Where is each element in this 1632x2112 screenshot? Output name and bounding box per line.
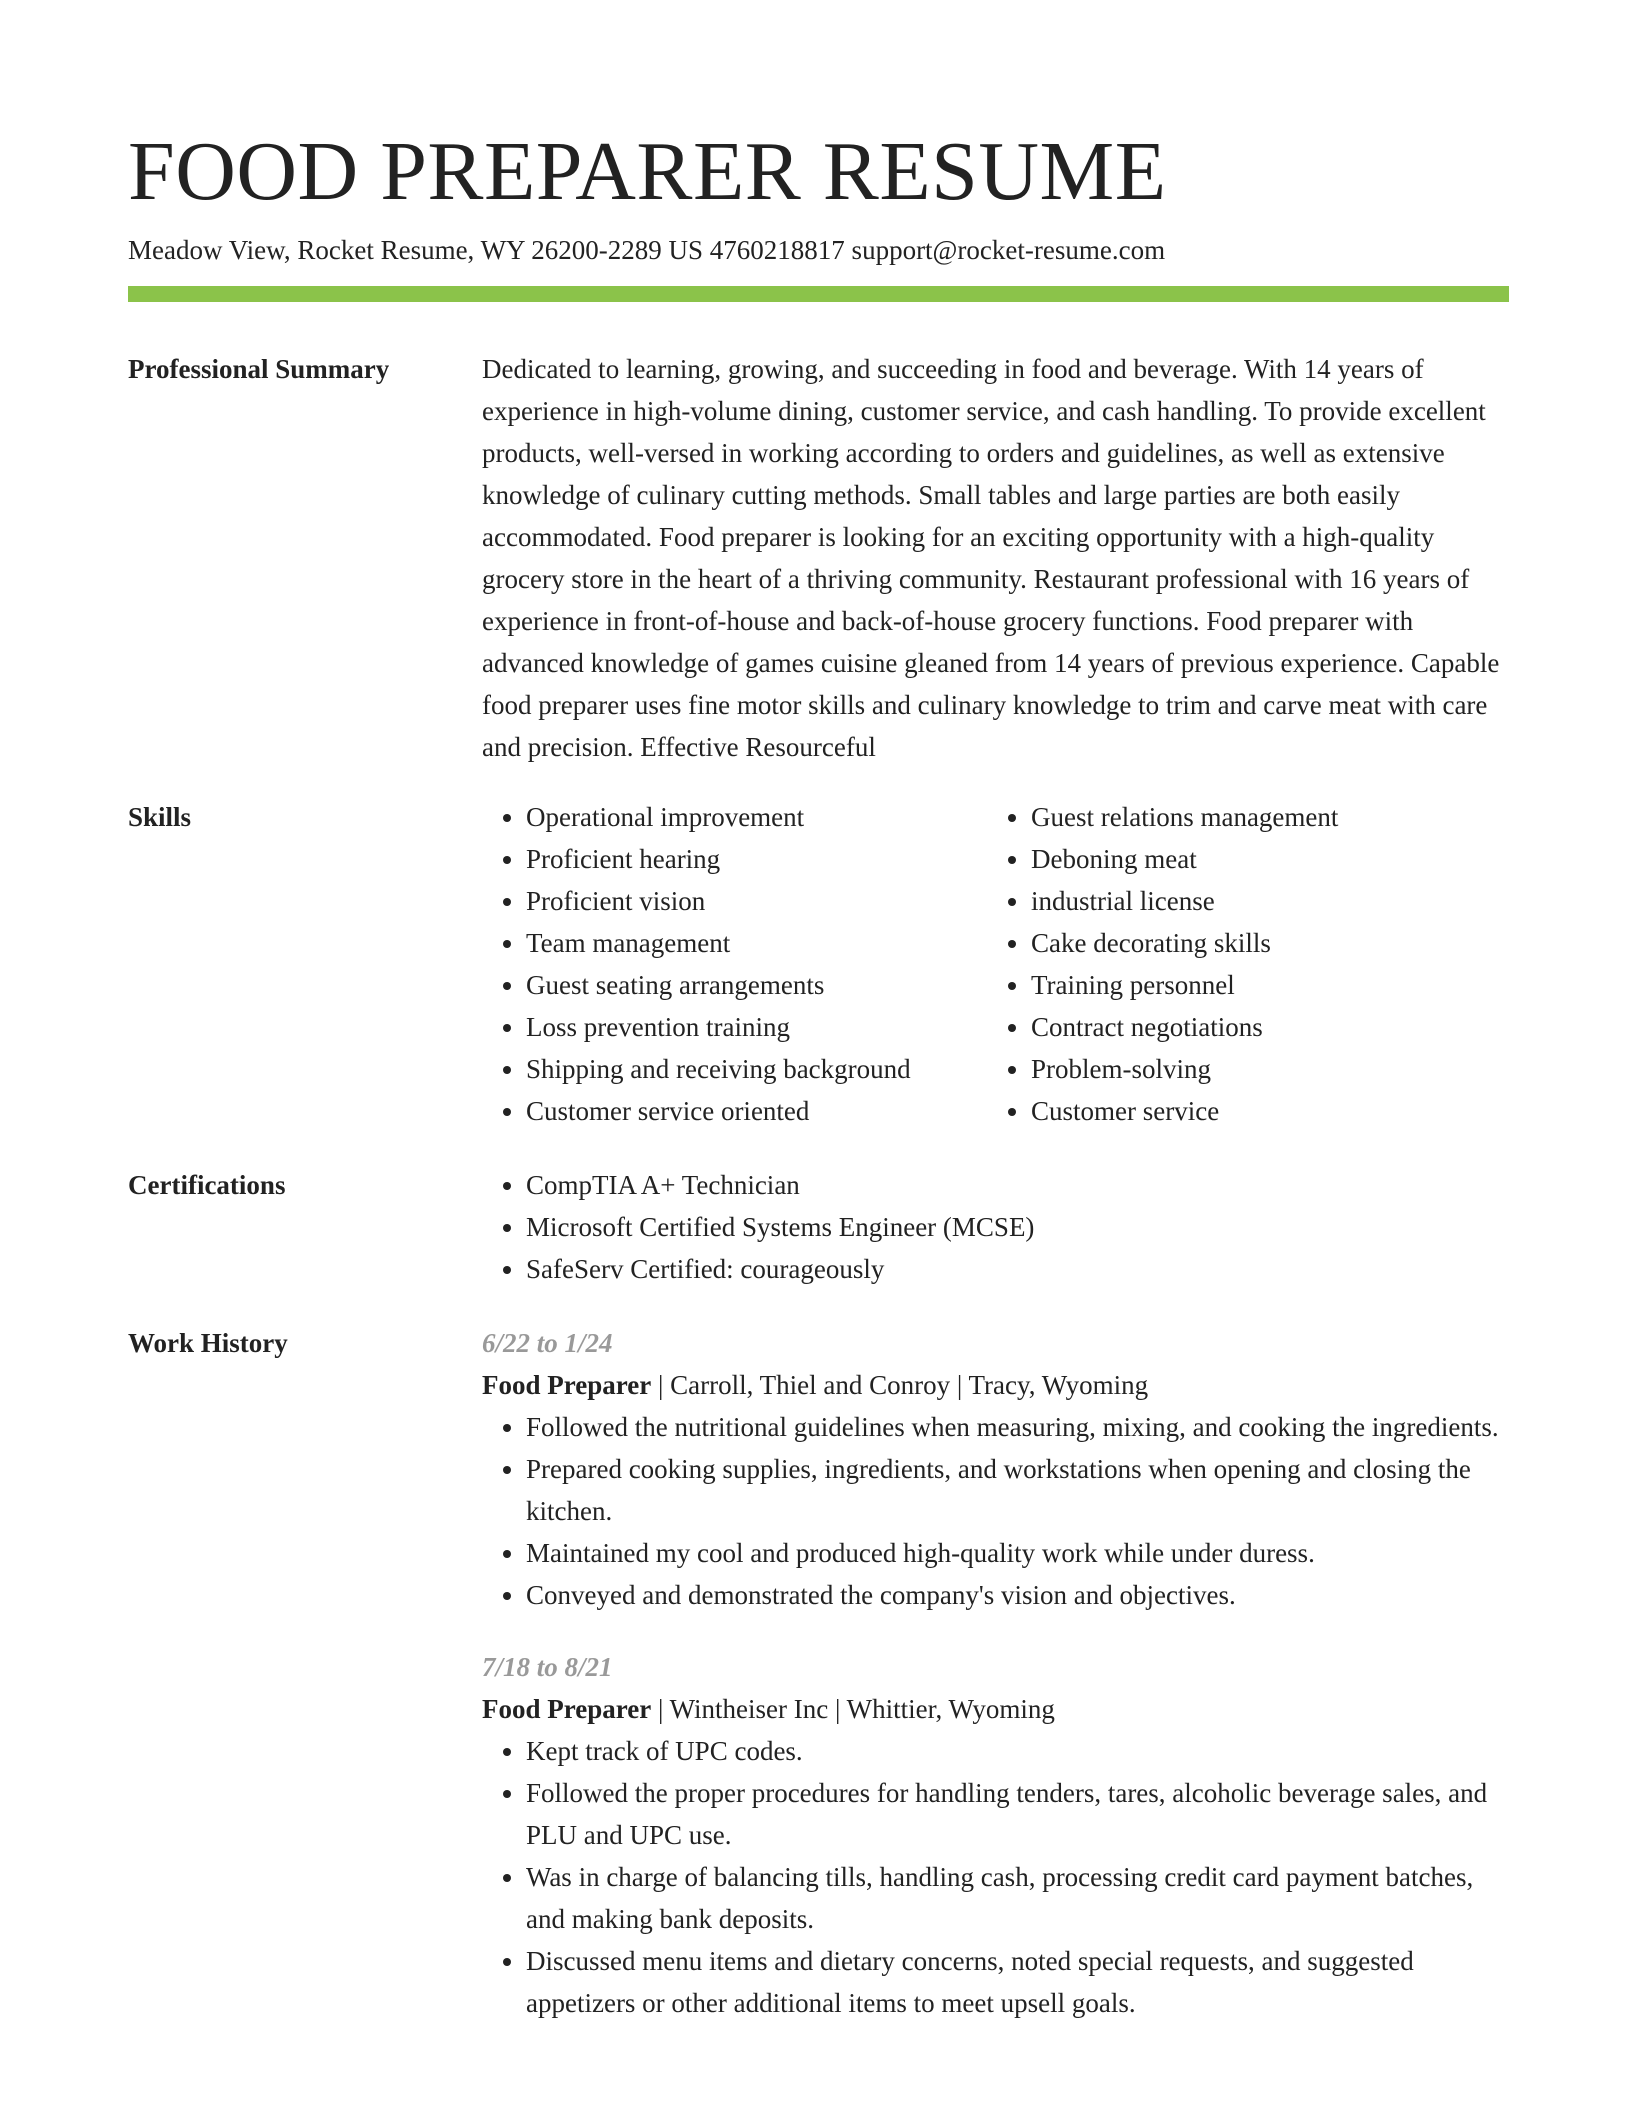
header-accent-rule xyxy=(128,286,1509,302)
certification-item: • Microsoft Certified Systems Engineer (MCSE) xyxy=(526,1206,1509,1248)
skills-right-column xyxy=(987,796,1492,1132)
job-entry xyxy=(482,1322,1509,1616)
job-bullet: • Followed the nutritional guidelines when measuring, mixing, and cooking the ingredients. xyxy=(526,1406,1509,1448)
job-bullet: • Was in charge of balancing tills, handling cash, processing credit card payment batches, and making bank deposits. xyxy=(526,1856,1509,1940)
job-title: Food Preparer xyxy=(482,1694,652,1724)
job-heading xyxy=(482,1688,1509,1730)
certifications-body xyxy=(482,1164,1509,1290)
skills-columns xyxy=(482,796,1509,1132)
skill-item: • Team management xyxy=(526,922,987,964)
work-history-body xyxy=(482,1322,1509,2024)
skill-item: • Proficient hearing xyxy=(526,838,987,880)
job-bullets xyxy=(482,1406,1509,1616)
job-details: | Wintheiser Inc | Whittier, Wyoming xyxy=(651,1694,1055,1724)
work-history-label: Work History xyxy=(128,1328,288,1358)
job-details: | Carroll, Thiel and Conroy | Tracy, Wyoming xyxy=(651,1370,1149,1400)
skills-left-list xyxy=(482,796,987,1132)
resume-title: FOOD PREPARER RESUME xyxy=(128,125,1167,218)
skill-item: • Proficient vision xyxy=(526,880,987,922)
skill-item: • Contract negotiations xyxy=(1031,1006,1492,1048)
job-bullet: • Maintained my cool and produced high-quality work while under duress. xyxy=(526,1532,1509,1574)
job-bullet: • Followed the proper procedures for handling tenders, tares, alcoholic beverage sales, and PLU and UPC use. xyxy=(526,1772,1509,1856)
skill-item: • industrial license xyxy=(1031,880,1492,922)
job-entry xyxy=(482,1646,1509,2024)
skill-item: • Training personnel xyxy=(1031,964,1492,1006)
skill-item: • Cake decorating skills xyxy=(1031,922,1492,964)
job-dates: 7/18 to 8/21 xyxy=(482,1652,613,1682)
job-heading xyxy=(482,1364,1509,1406)
skill-item: • Shipping and receiving background xyxy=(526,1048,987,1090)
skill-item: • Guest relations management xyxy=(1031,796,1492,838)
certification-item: • CompTIA A+ Technician xyxy=(526,1164,1509,1206)
skill-item: • Deboning meat xyxy=(1031,838,1492,880)
skill-item: • Customer service xyxy=(1031,1090,1492,1132)
certification-item: • SafeServ Certified: courageously xyxy=(526,1248,1509,1290)
skills-left-column xyxy=(482,796,987,1132)
job-bullets xyxy=(482,1730,1509,2024)
skill-item: • Operational improvement xyxy=(526,796,987,838)
skills-right-list xyxy=(987,796,1492,1132)
skills-label: Skills xyxy=(128,802,192,832)
job-bullet: • Kept track of UPC codes. xyxy=(526,1730,1509,1772)
job-bullet: • Prepared cooking supplies, ingredients, and workstations when opening and closing the kitchen. xyxy=(526,1448,1509,1532)
certifications-label: Certifications xyxy=(128,1170,286,1200)
summary-body xyxy=(482,348,1509,768)
summary-label: Professional Summary xyxy=(128,354,390,384)
job-bullet: • Discussed menu items and dietary concerns, noted special requests, and suggested appetizers or other additional items to meet upsell goals. xyxy=(526,1940,1509,2024)
certifications-list xyxy=(482,1164,1509,1290)
job-dates: 6/22 to 1/24 xyxy=(482,1328,613,1358)
contact-info: Meadow View, Rocket Resume, WY 26200-2289 US 4760218817 support@rocket-resume.com xyxy=(128,235,1166,265)
job-title: Food Preparer xyxy=(482,1370,652,1400)
skill-item: • Guest seating arrangements xyxy=(526,964,987,1006)
skill-item: • Customer service oriented xyxy=(526,1090,987,1132)
skills-body xyxy=(482,796,1509,1132)
skill-item: • Loss prevention training xyxy=(526,1006,987,1048)
summary-text: Dedicated to learning, growing, and succeeding in food and beverage. With 14 years of experience in high-volume dining, customer service, and cash handling. To provide excellent products, well-versed in working according to orders and guidelines, as well as extensive knowledge of culinary cutting methods. Small tables and large parties are both easily accommodated. Food preparer is looking for an exciting opportunity with a high-quality grocery store in the heart of a thriving community. Restaurant professional with 16 years of experience in front-of-house and back-of-house grocery functions. Food preparer with advanced knowledge of games cuisine gleaned from 14 years of previous experience. Capable food preparer uses fine motor skills and culinary knowledge to trim and carve meat with care and precision. Effective Resourceful xyxy=(482,354,1500,762)
skill-item: • Problem-solving xyxy=(1031,1048,1492,1090)
job-bullet: • Conveyed and demonstrated the company's vision and objectives. xyxy=(526,1574,1509,1616)
